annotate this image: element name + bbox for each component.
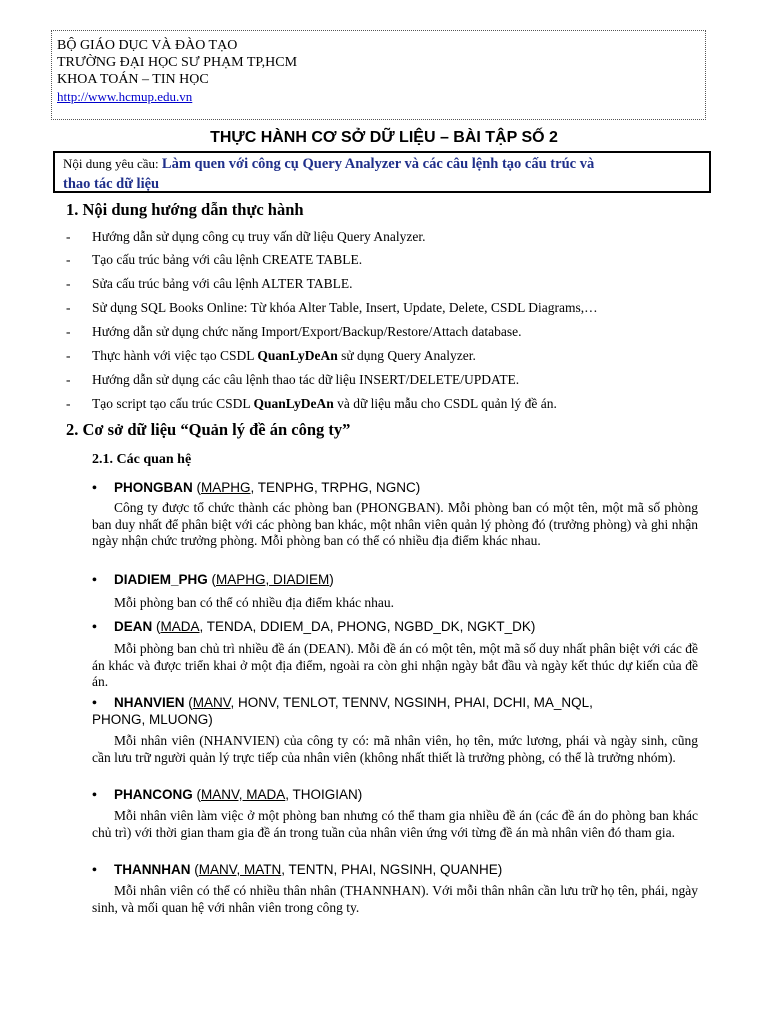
header-faculty: KHOA TOÁN – TIN HỌC [57, 72, 209, 87]
subsection-heading: 2.1. Các quan hệ [92, 452, 192, 467]
entity-phongban: • PHONGBAN (MAPHG, TENPHG, TRPHG, NGNC) [92, 480, 421, 496]
list-item: - Thực hành với việc tạo CSDL QuanLyDeAn sử dụng Query Analyzer. [66, 348, 476, 363]
entity-description: Mỗi nhân viên (NHANVIEN) của công ty có: mã nhân viên, họ tên, mức lương, phái và ngày sinh, cũng cần lưu trữ người quản lý trực tiếp của nhân viên (không nhất thiết là trưởng phòng, có thể là trưởng nhóm). [92, 733, 698, 765]
requirement-text-line2: thao tác dữ liệu [63, 176, 160, 192]
entity-description: Mỗi nhân viên có thể có nhiều thân nhân (THANNHAN). Với mỗi thân nhân cần lưu trữ họ tên, phái, ngày sinh, và mối quan hệ với nhân viên trong công ty. [92, 883, 698, 915]
list-item: - Hướng dẫn sử dụng các câu lệnh thao tác dữ liệu INSERT/DELETE/UPDATE. [66, 372, 520, 387]
entity-diadiem-phg: • DIADIEM_PHG (MAPHG, DIADIEM) [92, 572, 334, 588]
entity-phancong: • PHANCONG (MANV, MADA, THOIGIAN) [92, 787, 363, 803]
entity-nhanvien: • NHANVIEN (MANV, HONV, TENLOT, TENNV, NGSINH, PHAI, DCHI, MA_NQL, [92, 695, 593, 711]
requirement-label: Nội dung yêu cầu: [63, 156, 162, 171]
entity-dean: • DEAN (MADA, TENDA, DDIEM_DA, PHONG, NGBD_DK, NGKT_DK) [92, 619, 536, 635]
entity-attrs-continued: PHONG, MLUONG) [92, 712, 213, 727]
header-ministry: BỘ GIÁO DỤC VÀ ĐÀO TẠO [57, 38, 238, 53]
requirement-text-line1: Làm quen với công cụ Query Analyzer và các câu lệnh tạo cấu trúc và [161, 156, 595, 172]
entity-thannhan: • THANNHAN (MANV, MATN, TENTN, PHAI, NGSINH, QUANHE) [92, 862, 503, 878]
requirement-box [53, 151, 711, 193]
section1-heading: 1. Nội dung hướng dẫn thực hành [66, 200, 304, 219]
header-website-link[interactable]: http://www.hcmup.edu.vn [57, 89, 193, 104]
list-item: - Tạo cấu trúc bảng với câu lệnh CREATE TABLE. [66, 252, 363, 267]
entity-description: Mỗi phòng ban có thể có nhiều địa điểm khác nhau. [114, 595, 395, 610]
list-item: - Hướng dẫn sử dụng chức năng Import/Export/Backup/Restore/Attach database. [66, 324, 522, 339]
page-title: THỰC HÀNH CƠ SỞ DỮ LIỆU – BÀI TẬP SỐ 2 [210, 129, 558, 146]
entity-description: Mỗi nhân viên làm việc ở một phòng ban nhưng có thể tham gia nhiều đề án (các đề án do phòng ban khác chủ trì) với thời gian tham gia đề án trong tuần của nhân viên ứng với từng đề án mà nhân viên đó tham gia. [92, 808, 698, 840]
list-item: - Tạo script tạo cấu trúc CSDL QuanLyDeAn và dữ liệu mẫu cho CSDL quản lý đề án. [66, 396, 557, 411]
list-item: - Hướng dẫn sử dụng công cụ truy vấn dữ liệu Query Analyzer. [66, 229, 426, 244]
list-item: - Sửa cấu trúc bảng với câu lệnh ALTER TABLE. [66, 276, 353, 291]
header-university: TRƯỜNG ĐẠI HỌC SƯ PHẠM TP,HCM [57, 55, 298, 70]
section2-heading: 2. Cơ sở dữ liệu “Quản lý đề án công ty” [66, 420, 351, 439]
entity-description: Công ty được tổ chức thành các phòng ban (PHONGBAN). Mỗi phòng ban có một tên, một mã số phòng ban duy nhất để phân biệt với các phòng ban khác, một nhân viên quản lý phòng đó (trưởng phòng) và ghi nhận ngày nhận chức trưởng phòng. Mỗi phòng ban có thể có nhiều địa điểm khác nhau. [92, 500, 698, 548]
list-item: - Sử dụng SQL Books Online: Từ khóa Alter Table, Insert, Update, Delete, CSDL Diagrams,… [66, 300, 598, 315]
header-box [51, 30, 706, 120]
entity-description: Mỗi phòng ban chủ trì nhiều đề án (DEAN). Mỗi đề án có một tên, một mã số duy nhất phân biệt với các đề án khác và được triển khai ở một địa điểm, ngoài ra còn ghi nhận ngày bắt đầu và ngày kết thúc dự kiến của đề án. [92, 641, 698, 689]
